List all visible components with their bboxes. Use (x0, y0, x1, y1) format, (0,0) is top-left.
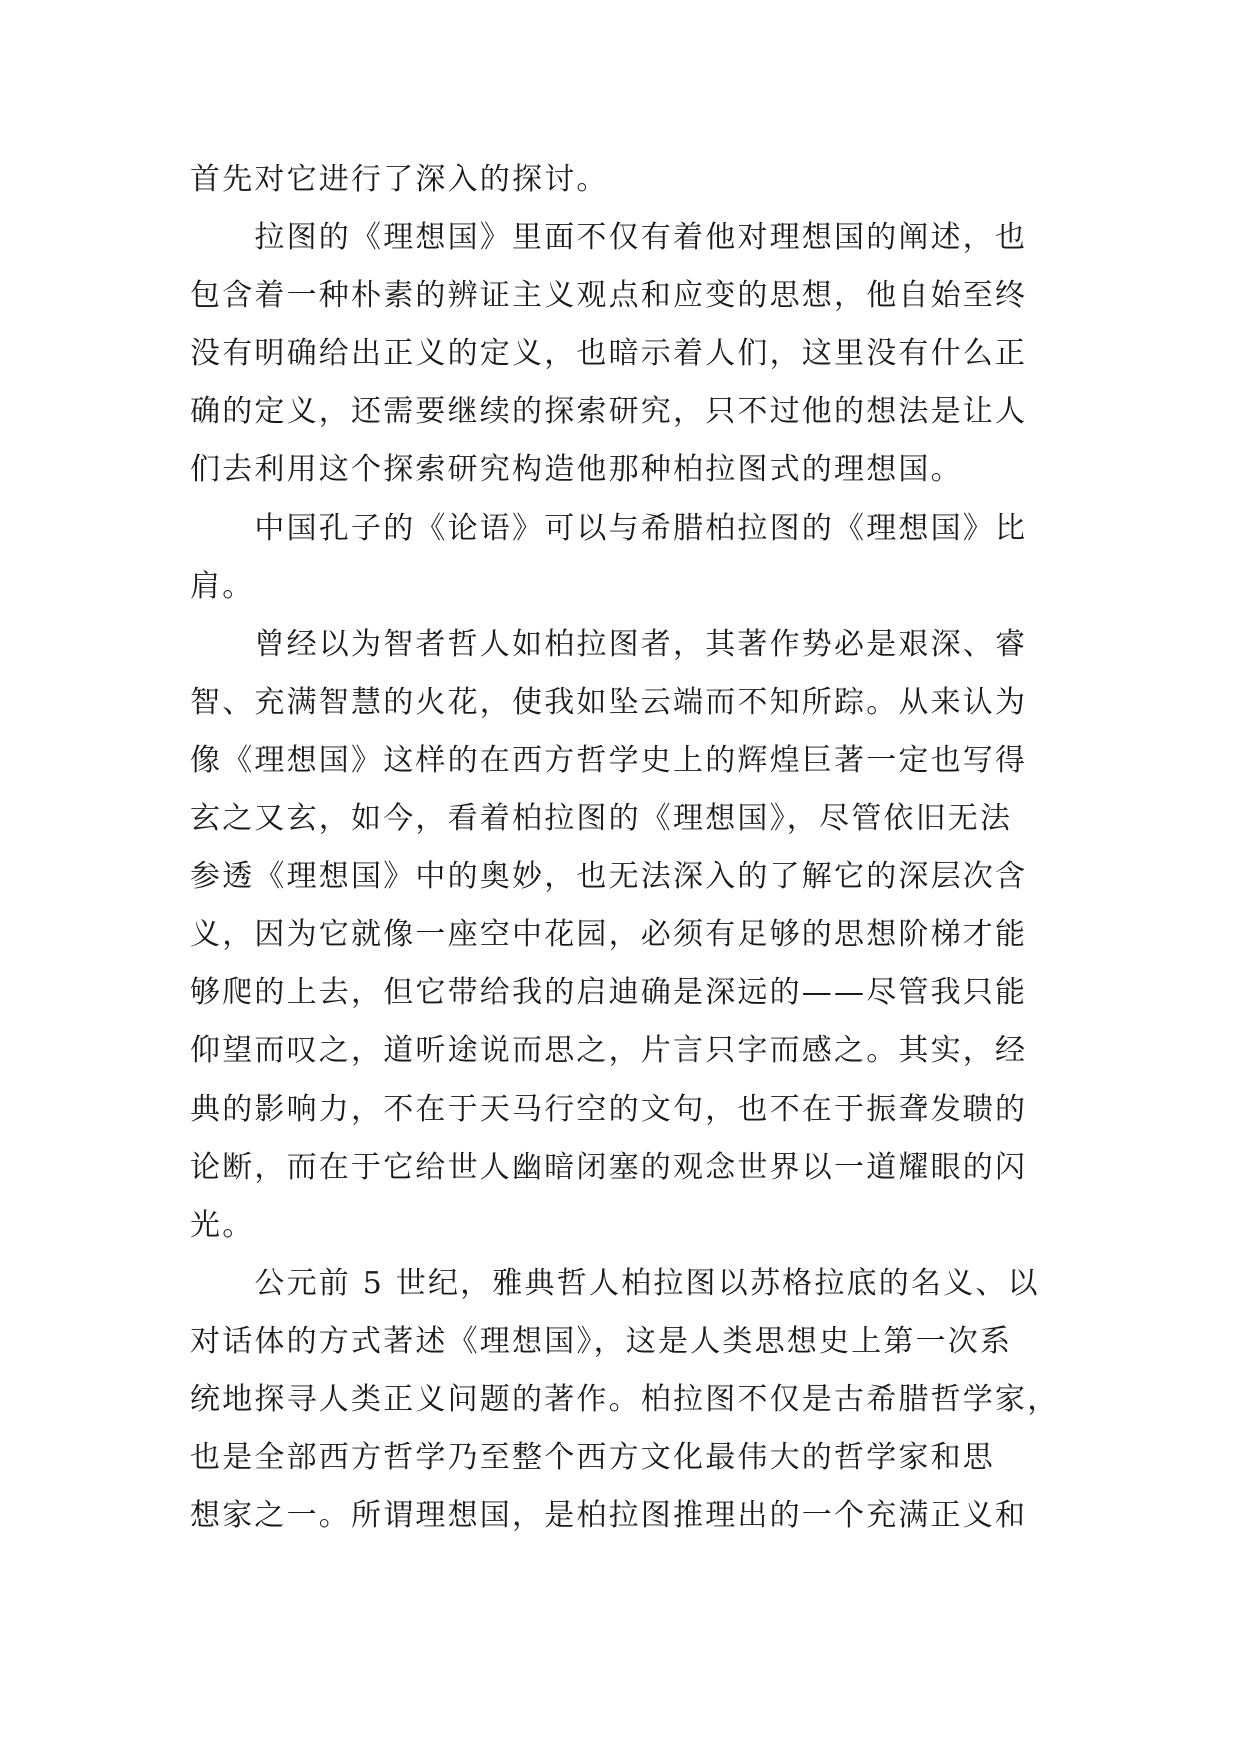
text-line: 论断，而在于它给世人幽暗闭塞的观念世界以一道耀眼的闪 (190, 1149, 1028, 1185)
text-line: 智、充满智慧的火花，使我如坠云端而不知所踪。从来认为 (190, 684, 1028, 720)
paragraph-2 (190, 209, 1070, 499)
text-line: 也是全部西方哲学乃至整个西方文化最伟大的哲学家和思 (190, 1440, 995, 1476)
text-line: 像《理想国》这样的在西方哲学史上的辉煌巨著一定也写得 (190, 742, 1028, 778)
text-line: 中国孔子的《论语》可以与希腊柏拉图的《理想国》比 (190, 510, 1028, 546)
text-line: 典的影响力，不在于天马行空的文句，也不在于振聋发聩的 (190, 1091, 1028, 1127)
text-line: 仰望而叹之，道听途说而思之，片言只字而感之。其实，经 (190, 1033, 1028, 1069)
text-line: 对话体的方式著述《理想国》，这是人类思想史上第一次系 (190, 1323, 1013, 1359)
text-line: 包含着一种朴素的辨证主义观点和应变的思想，他自始至终 (190, 278, 1028, 314)
body-text (190, 151, 1070, 1545)
paragraph-4 (190, 616, 1070, 1255)
text-line: 公元前 5 世纪，雅典哲人柏拉图以苏格拉底的名义、以 (190, 1265, 1040, 1301)
text-line: 义，因为它就像一座空中花园，必须有足够的思想阶梯才能 (190, 917, 1028, 953)
text-line: 肩。 (190, 568, 255, 604)
text-line: 光。 (190, 1207, 255, 1243)
text-line: 们去利用这个探索研究构造他那种柏拉图式的理想国。 (190, 452, 963, 488)
text-line: 玄之又玄，如今，看着柏拉图的《理想国》，尽管依旧无法 (190, 801, 1013, 837)
text-line: 拉图的《理想国》里面不仅有着他对理想国的阐述，也 (190, 220, 1028, 256)
text-line: 确的定义，还需要继续的探索研究，只不过他的想法是让人 (190, 394, 1028, 430)
text-line: 首先对它进行了深入的探讨。 (190, 162, 609, 197)
text-line: 参透《理想国》中的奥妙，也无法深入的了解它的深层次含 (190, 859, 1028, 895)
paragraph-1 (190, 151, 1070, 209)
text-line: 没有明确给出正义的定义，也暗示着人们，这里没有什么正 (190, 336, 1028, 372)
text-line: 想家之一。所谓理想国，是柏拉图推理出的一个充满正义和 (190, 1498, 1028, 1534)
text-line: 统地探寻人类正义问题的著作。柏拉图不仅是古希腊哲学家， (190, 1381, 1060, 1417)
paragraph-5 (190, 1255, 1070, 1545)
paragraph-3 (190, 500, 1070, 616)
text-line: 够爬的上去，但它带给我的启迪确是深远的——尽管我只能 (190, 975, 1028, 1011)
text-line: 曾经以为智者哲人如柏拉图者，其著作势必是艰深、睿 (190, 626, 1028, 662)
